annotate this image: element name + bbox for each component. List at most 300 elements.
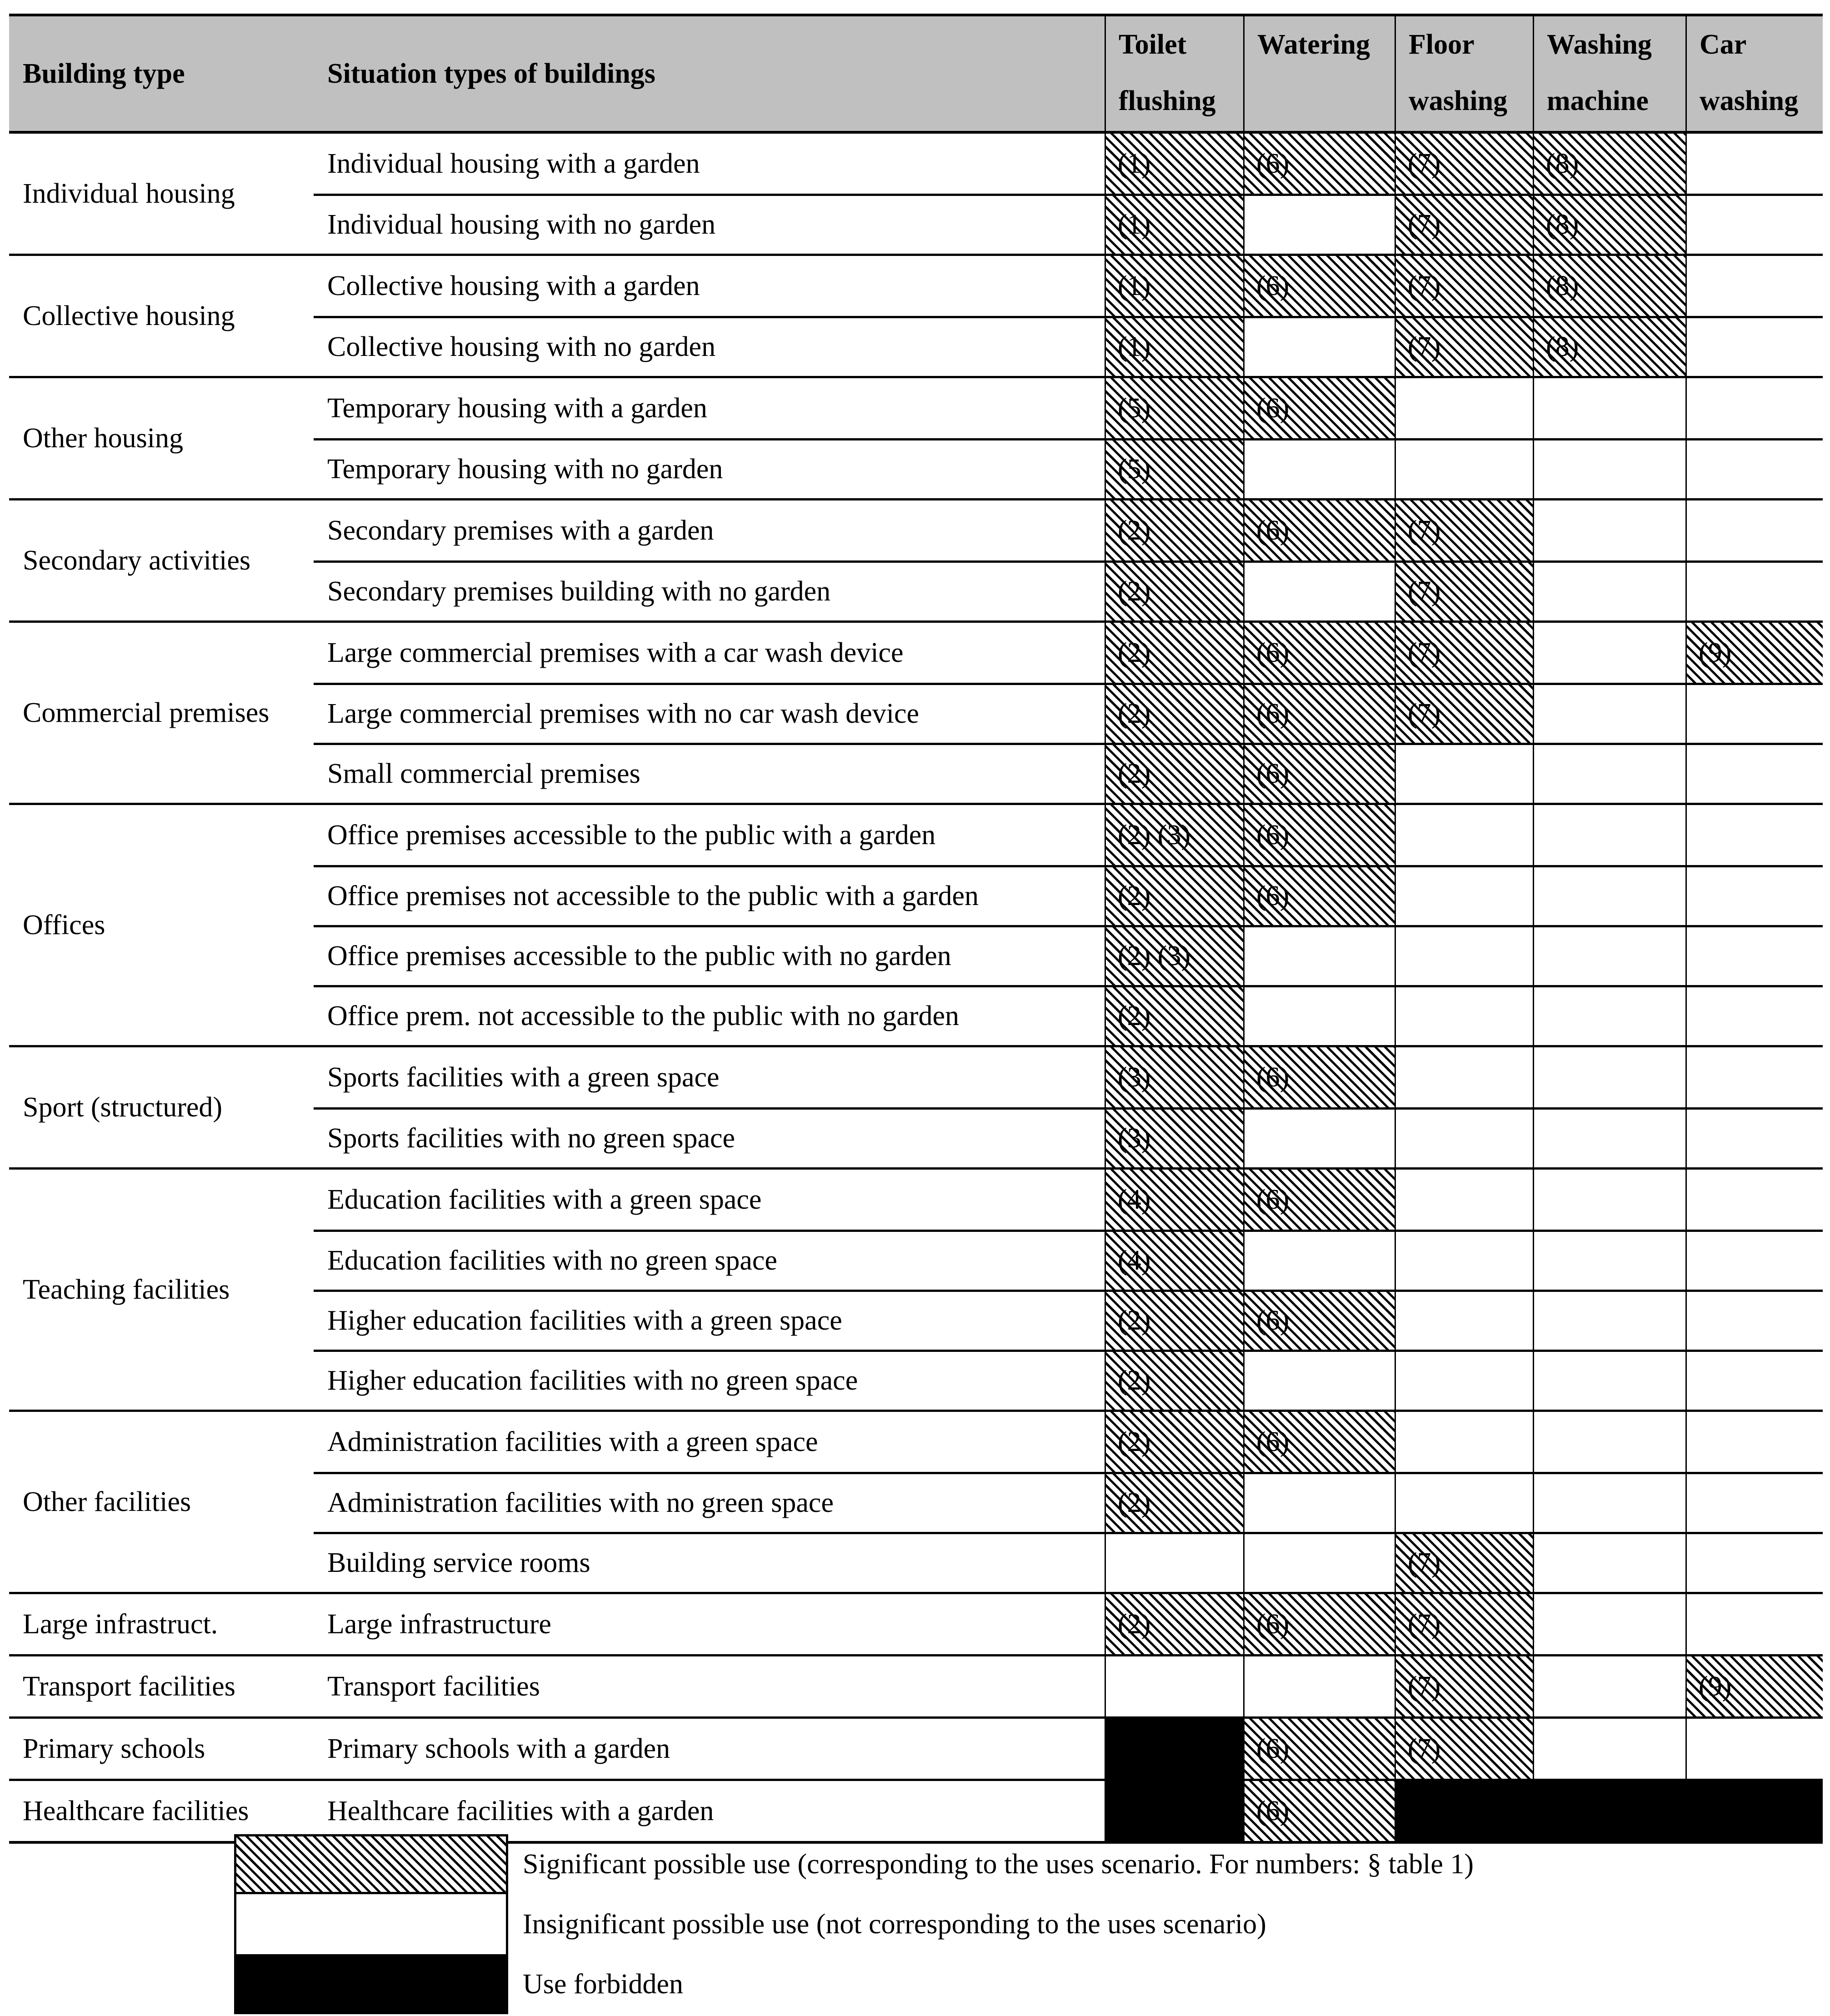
table-header — [9, 16, 1823, 134]
use-number: (2) — [1118, 1000, 1151, 1031]
use-number: (7) — [1408, 515, 1441, 546]
use-number: (7) — [1408, 1671, 1441, 1702]
situation-label: Transport facilities — [327, 1671, 540, 1702]
group-rows — [314, 1719, 1823, 1779]
building-group — [9, 1412, 1823, 1594]
situation-label: Office premises not accessible to the public with a garden — [327, 880, 979, 911]
use-cell-insignificant — [1533, 867, 1685, 925]
table-row — [314, 438, 1823, 498]
situation-label: Higher education facilities with no green space — [327, 1365, 858, 1396]
use-cell-significant — [1395, 685, 1533, 743]
use-cell-significant — [1105, 1594, 1243, 1654]
use-cell-insignificant — [1533, 623, 1685, 683]
building-group — [9, 256, 1823, 378]
header-building-type: Building type — [23, 58, 185, 89]
situation-label: Large infrastructure — [327, 1608, 551, 1640]
situation-label: Individual housing with a garden — [327, 148, 700, 179]
use-cell-significant — [1105, 745, 1243, 803]
use-cell-significant — [1395, 1594, 1533, 1654]
situation-label: Secondary premises building with no garden — [327, 576, 831, 607]
use-cell-insignificant — [1685, 1352, 1823, 1410]
table-row — [314, 1170, 1823, 1230]
group-rows — [314, 256, 1823, 376]
building-type-label: Primary schools — [23, 1733, 205, 1764]
use-cell-insignificant — [1685, 134, 1823, 194]
use-number: (6) — [1256, 515, 1290, 546]
use-cell-significant — [1243, 805, 1395, 865]
building-group — [9, 1594, 1823, 1656]
use-cell-significant — [1395, 1656, 1533, 1716]
building-type-label: Individual housing — [23, 178, 235, 209]
use-cell-insignificant — [1685, 1292, 1823, 1350]
group-rows — [314, 378, 1823, 498]
table-row — [314, 134, 1823, 194]
use-cell-insignificant — [1395, 1352, 1533, 1410]
table-row — [314, 865, 1823, 925]
use-cell-insignificant — [1685, 805, 1823, 865]
use-number: (6) — [1256, 819, 1290, 850]
use-cell-significant — [1105, 196, 1243, 254]
use-cell-insignificant — [1243, 563, 1395, 620]
use-number: (7) — [1408, 637, 1441, 668]
header-watering — [1243, 16, 1395, 131]
table-row — [314, 925, 1823, 985]
group-rows — [314, 134, 1823, 254]
building-group — [9, 378, 1823, 500]
situation-label: Collective housing with no garden — [327, 331, 716, 362]
group-rows — [314, 805, 1823, 1045]
use-cell-insignificant — [1395, 987, 1533, 1045]
header-situation: Situation types of buildings — [327, 58, 655, 89]
legend — [234, 1834, 1474, 2014]
use-number: (8) — [1546, 148, 1579, 179]
use-cell-insignificant — [1395, 745, 1533, 803]
use-cell-significant — [1395, 1719, 1533, 1779]
situation-label: Secondary premises with a garden — [327, 515, 714, 546]
use-cell-insignificant — [1395, 1047, 1533, 1107]
use-cell-insignificant — [1395, 927, 1533, 985]
use-cell-significant — [1395, 1534, 1533, 1592]
group-rows — [314, 1047, 1823, 1167]
use-number: (2) — [1118, 1426, 1151, 1457]
legend-item-significant — [234, 1834, 1474, 1894]
situation-label: Large commercial premises with a car wash device — [327, 637, 904, 668]
use-number: (1) — [1118, 270, 1151, 301]
situation-label: Administration facilities with no green space — [327, 1487, 834, 1518]
use-number: (2) (3) — [1118, 819, 1191, 850]
building-group — [9, 1170, 1823, 1412]
use-cell-significant — [1105, 1110, 1243, 1167]
situation-label: Sports facilities with a green space — [327, 1061, 720, 1093]
group-rows — [314, 500, 1823, 620]
use-cell-insignificant — [1533, 378, 1685, 438]
use-cell-insignificant — [1243, 1534, 1395, 1592]
use-cell-insignificant — [1395, 378, 1533, 438]
use-cell-insignificant — [1685, 745, 1823, 803]
use-cell-significant — [1533, 318, 1685, 376]
use-cell-insignificant — [1243, 440, 1395, 498]
use-cell-insignificant — [1533, 1232, 1685, 1290]
use-number: (7) — [1408, 148, 1441, 179]
use-cell-insignificant — [1105, 1656, 1243, 1716]
use-cell-significant — [1243, 1170, 1395, 1230]
use-number: (1) — [1118, 209, 1151, 240]
situation-label: Primary schools with a garden — [327, 1733, 670, 1764]
use-cell-insignificant — [1243, 1474, 1395, 1532]
table-row — [314, 1656, 1823, 1716]
use-cell-insignificant — [1243, 196, 1395, 254]
table-row — [314, 1781, 1823, 1841]
use-cell-insignificant — [1243, 987, 1395, 1045]
table-row — [314, 985, 1823, 1045]
use-number: (4) — [1118, 1245, 1151, 1276]
situation-label: Office prem. not accessible to the public with no garden — [327, 1000, 959, 1031]
building-type-label: Teaching facilities — [23, 1274, 230, 1305]
building-group — [9, 1719, 1823, 1781]
use-number: (7) — [1408, 1733, 1441, 1764]
table-row — [314, 1107, 1823, 1167]
use-cell-significant — [1243, 1292, 1395, 1350]
use-number: (2) — [1118, 1305, 1151, 1336]
table-row — [314, 1290, 1823, 1350]
group-rows — [314, 1594, 1823, 1654]
use-cell-forbidden — [1685, 1781, 1823, 1841]
use-cell-insignificant — [1533, 1047, 1685, 1107]
table-body — [9, 134, 1823, 1841]
use-number: (6) — [1256, 1608, 1290, 1640]
use-cell-significant — [1395, 318, 1533, 376]
situation-label: Temporary housing with no garden — [327, 454, 723, 485]
group-rows — [314, 1656, 1823, 1716]
use-cell-significant — [1105, 440, 1243, 498]
legend-swatch-hatched — [234, 1834, 508, 1894]
building-type-label: Collective housing — [23, 300, 235, 331]
group-rows — [314, 1781, 1823, 1841]
use-cell-insignificant — [1533, 927, 1685, 985]
building-group — [9, 1047, 1823, 1170]
use-number: (2) — [1118, 698, 1151, 729]
use-cell-insignificant — [1395, 805, 1533, 865]
use-cell-significant — [1243, 1047, 1395, 1107]
use-cell-insignificant — [1685, 1534, 1823, 1592]
use-number: (7) — [1408, 331, 1441, 362]
table-row — [314, 1412, 1823, 1472]
use-cell-significant — [1685, 623, 1823, 683]
use-cell-insignificant — [1685, 1232, 1823, 1290]
use-number: (9) — [1699, 1671, 1732, 1702]
use-cell-insignificant — [1533, 1594, 1685, 1654]
use-number: (2) — [1118, 880, 1151, 911]
use-cell-significant — [1243, 134, 1395, 194]
use-cell-insignificant — [1243, 1110, 1395, 1167]
header-line: Watering — [1257, 29, 1370, 60]
use-number: (6) — [1256, 392, 1290, 424]
table-row — [314, 316, 1823, 376]
table-row — [314, 378, 1823, 438]
building-type-label: Secondary activities — [23, 545, 250, 576]
header-line: Toilet — [1119, 29, 1187, 60]
use-cell-insignificant — [1533, 1412, 1685, 1472]
use-number: (6) — [1256, 1061, 1290, 1093]
use-cell-significant — [1395, 623, 1533, 683]
use-cell-insignificant — [1685, 927, 1823, 985]
use-number: (2) — [1118, 637, 1151, 668]
use-cell-significant — [1243, 1781, 1395, 1841]
use-number: (2) — [1118, 1365, 1151, 1396]
header-floor-washing — [1395, 16, 1533, 131]
use-cell-insignificant — [1395, 1292, 1533, 1350]
table-row — [314, 500, 1823, 560]
use-cell-significant — [1105, 1047, 1243, 1107]
use-cell-significant — [1243, 867, 1395, 925]
building-type-label: Offices — [23, 909, 105, 940]
use-cell-significant — [1533, 134, 1685, 194]
situation-label: Building service rooms — [327, 1547, 590, 1578]
use-number: (2) — [1118, 515, 1151, 546]
legend-text: Significant possible use (corresponding to the uses scenario. For numbers: § table 1) — [523, 1848, 1474, 1880]
table-row — [314, 1594, 1823, 1654]
usage-table — [9, 14, 1823, 1844]
situation-label: Higher education facilities with a green space — [327, 1305, 842, 1336]
header-line: Washing — [1547, 29, 1652, 60]
use-cell-significant — [1105, 1352, 1243, 1410]
building-type-label: Sport (structured) — [23, 1091, 223, 1123]
use-cell-insignificant — [1533, 1170, 1685, 1230]
building-type-label: Transport facilities — [23, 1671, 235, 1702]
use-cell-insignificant — [1395, 1170, 1533, 1230]
situation-label: Administration facilities with a green space — [327, 1426, 818, 1457]
header-line: Floor — [1409, 29, 1475, 60]
use-number: (7) — [1408, 209, 1441, 240]
header-line: washing — [1409, 85, 1508, 116]
use-cell-insignificant — [1685, 1412, 1823, 1472]
use-number: (8) — [1546, 331, 1579, 362]
header-line: Car — [1700, 29, 1747, 60]
use-number: (5) — [1118, 454, 1151, 485]
use-number: (6) — [1256, 1426, 1290, 1457]
use-number: (6) — [1256, 1795, 1290, 1826]
use-number: (7) — [1408, 1608, 1441, 1640]
use-number: (8) — [1546, 270, 1579, 301]
use-cell-insignificant — [1685, 1474, 1823, 1532]
header-line: washing — [1700, 85, 1799, 116]
use-number: (6) — [1256, 880, 1290, 911]
use-cell-significant — [1243, 378, 1395, 438]
situation-label: Office premises accessible to the public with a garden — [327, 819, 936, 850]
use-number: (6) — [1256, 148, 1290, 179]
table-row — [314, 1532, 1823, 1592]
building-type-label: Large infrastruct. — [23, 1608, 218, 1640]
group-rows — [314, 623, 1823, 803]
use-cell-insignificant — [1533, 745, 1685, 803]
use-cell-significant — [1395, 563, 1533, 620]
use-cell-significant — [1105, 1232, 1243, 1290]
building-group — [9, 805, 1823, 1047]
use-number: (6) — [1256, 1733, 1290, 1764]
use-number: (6) — [1256, 1184, 1290, 1215]
use-cell-forbidden — [1395, 1781, 1533, 1841]
use-number: (8) — [1546, 209, 1579, 240]
building-group — [9, 134, 1823, 256]
table-row — [314, 1047, 1823, 1107]
use-cell-significant — [1243, 1412, 1395, 1472]
header-line: flushing — [1119, 85, 1216, 116]
use-cell-significant — [1533, 256, 1685, 316]
use-cell-significant — [1105, 987, 1243, 1045]
use-cell-significant — [1243, 685, 1395, 743]
use-cell-significant — [1105, 1170, 1243, 1230]
header-car-washing — [1685, 16, 1823, 131]
use-cell-insignificant — [1533, 1292, 1685, 1350]
legend-item-forbidden — [234, 1954, 1474, 2014]
table-row — [314, 1350, 1823, 1410]
situation-label: Education facilities with a green space — [327, 1184, 762, 1215]
header-line: machine — [1547, 85, 1649, 116]
use-number: (2) — [1118, 576, 1151, 607]
building-type-label: Other facilities — [23, 1486, 191, 1517]
building-group — [9, 1656, 1823, 1719]
use-cell-significant — [1105, 256, 1243, 316]
use-cell-significant — [1105, 563, 1243, 620]
table-row — [314, 683, 1823, 743]
use-number: (2) — [1118, 1487, 1151, 1518]
use-cell-significant — [1243, 1719, 1395, 1779]
table-row — [314, 743, 1823, 803]
table-row — [314, 256, 1823, 316]
use-cell-insignificant — [1685, 563, 1823, 620]
use-cell-significant — [1395, 196, 1533, 254]
situation-label: Small commercial premises — [327, 758, 640, 789]
use-cell-insignificant — [1243, 927, 1395, 985]
situation-label: Temporary housing with a garden — [327, 392, 707, 424]
use-cell-insignificant — [1395, 1474, 1533, 1532]
situation-label: Collective housing with a garden — [327, 270, 700, 301]
legend-swatch-white — [234, 1894, 508, 1954]
building-group — [9, 500, 1823, 623]
table-row — [314, 1230, 1823, 1290]
use-cell-insignificant — [1533, 500, 1685, 560]
table-row — [314, 1719, 1823, 1779]
use-cell-insignificant — [1533, 1352, 1685, 1410]
use-number: (7) — [1408, 1547, 1441, 1578]
table-row — [314, 560, 1823, 620]
building-type-label: Healthcare facilities — [23, 1795, 249, 1826]
use-cell-significant — [1105, 378, 1243, 438]
use-cell-insignificant — [1685, 256, 1823, 316]
use-cell-insignificant — [1533, 1110, 1685, 1167]
legend-text: Use forbidden — [523, 1968, 683, 2000]
use-cell-insignificant — [1243, 318, 1395, 376]
use-cell-significant — [1105, 623, 1243, 683]
use-cell-forbidden — [1105, 1781, 1243, 1841]
situation-label: Education facilities with no green space — [327, 1245, 777, 1276]
situation-label: Individual housing with no garden — [327, 209, 716, 240]
table-row — [314, 805, 1823, 865]
use-number: (6) — [1256, 698, 1290, 729]
use-cell-insignificant — [1533, 685, 1685, 743]
use-cell-significant — [1243, 745, 1395, 803]
use-cell-insignificant — [1685, 196, 1823, 254]
use-cell-insignificant — [1533, 1474, 1685, 1532]
header-washing-machine — [1533, 16, 1685, 131]
group-rows — [314, 1412, 1823, 1592]
use-cell-insignificant — [1533, 805, 1685, 865]
building-group — [9, 623, 1823, 805]
use-number: (3) — [1118, 1061, 1151, 1093]
use-number: (7) — [1408, 270, 1441, 301]
legend-swatch-black — [234, 1954, 508, 2014]
use-cell-significant — [1243, 256, 1395, 316]
use-cell-significant — [1395, 256, 1533, 316]
use-cell-significant — [1105, 134, 1243, 194]
table-row — [314, 194, 1823, 254]
building-group — [9, 1781, 1823, 1841]
use-cell-insignificant — [1685, 440, 1823, 498]
use-number: (1) — [1118, 148, 1151, 179]
use-cell-insignificant — [1395, 1110, 1533, 1167]
use-cell-significant — [1105, 927, 1243, 985]
use-number: (1) — [1118, 331, 1151, 362]
use-cell-insignificant — [1533, 987, 1685, 1045]
use-cell-insignificant — [1685, 867, 1823, 925]
use-cell-significant — [1243, 623, 1395, 683]
use-number: (5) — [1118, 392, 1151, 424]
use-number: (4) — [1118, 1184, 1151, 1215]
use-number: (3) — [1118, 1123, 1151, 1154]
situation-label: Healthcare facilities with a garden — [327, 1795, 714, 1826]
group-rows — [314, 1170, 1823, 1410]
use-cell-significant — [1105, 867, 1243, 925]
use-cell-insignificant — [1685, 500, 1823, 560]
use-cell-insignificant — [1685, 987, 1823, 1045]
use-number: (6) — [1256, 270, 1290, 301]
legend-text: Insignificant possible use (not corresponding to the uses scenario) — [523, 1908, 1266, 1940]
situation-label: Office premises accessible to the public with no garden — [327, 940, 951, 971]
building-type-label: Other housing — [23, 422, 184, 454]
use-number: (6) — [1256, 637, 1290, 668]
use-number: (9) — [1699, 637, 1732, 668]
use-cell-insignificant — [1685, 318, 1823, 376]
use-cell-significant — [1395, 500, 1533, 560]
use-cell-insignificant — [1395, 867, 1533, 925]
use-cell-insignificant — [1395, 440, 1533, 498]
use-cell-insignificant — [1533, 1719, 1685, 1779]
use-cell-insignificant — [1533, 1534, 1685, 1592]
use-cell-insignificant — [1685, 1110, 1823, 1167]
use-cell-insignificant — [1685, 1047, 1823, 1107]
use-cell-insignificant — [1685, 1719, 1823, 1779]
use-cell-insignificant — [1243, 1352, 1395, 1410]
use-cell-significant — [1105, 1412, 1243, 1472]
use-cell-insignificant — [1243, 1656, 1395, 1716]
use-cell-insignificant — [1395, 1232, 1533, 1290]
use-number: (2) (3) — [1118, 940, 1191, 971]
use-cell-insignificant — [1395, 1412, 1533, 1472]
situation-label: Large commercial premises with no car wash device — [327, 698, 920, 729]
header-toilet-flushing — [1105, 16, 1243, 131]
use-cell-significant — [1243, 500, 1395, 560]
use-cell-insignificant — [1533, 440, 1685, 498]
use-cell-significant — [1105, 805, 1243, 865]
use-cell-insignificant — [1685, 685, 1823, 743]
legend-item-insignificant — [234, 1894, 1474, 1954]
use-cell-significant — [1533, 196, 1685, 254]
use-cell-insignificant — [1533, 1656, 1685, 1716]
use-number: (6) — [1256, 1305, 1290, 1336]
use-number: (7) — [1408, 576, 1441, 607]
use-cell-significant — [1105, 685, 1243, 743]
use-number: (2) — [1118, 758, 1151, 789]
